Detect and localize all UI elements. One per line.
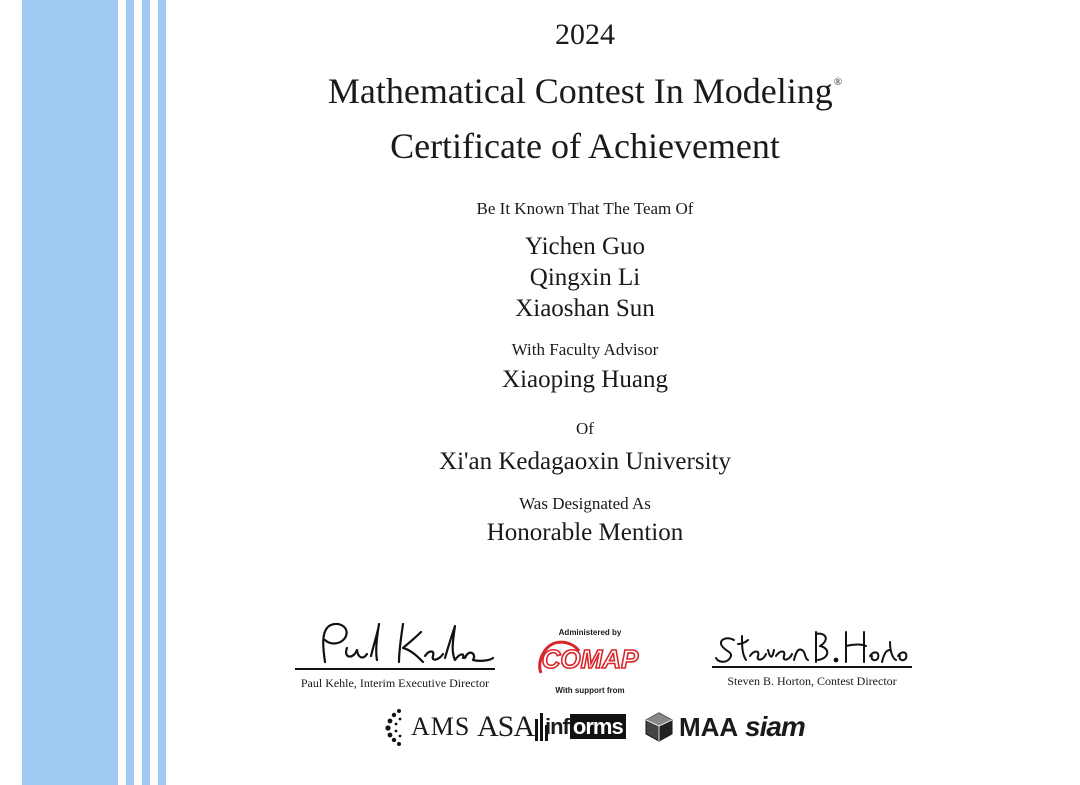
informs-logo [545, 704, 626, 750]
asa-logo [477, 704, 548, 750]
advisor-label: With Faculty Advisor [511, 340, 659, 359]
signature-block-left [295, 618, 495, 691]
signature-paul-kehle [295, 618, 495, 668]
signature-caption-left: Paul Kehle, Interim Executive Director [300, 676, 490, 690]
maa-polyhedron-icon [643, 711, 675, 743]
maa-logo [643, 704, 738, 750]
ams-dots-icon [385, 707, 407, 747]
ams-logo [385, 704, 470, 750]
intro-text: Be It Known That The Team Of [476, 199, 694, 218]
ams-logo-text: AMS [411, 712, 471, 741]
signature-line [295, 668, 495, 670]
siam-logo-text: siam [745, 711, 805, 742]
contest-name-text: Mathematical Contest In Modeling [327, 71, 833, 111]
asa-logo-text: ASA [477, 710, 535, 743]
advisor-name: Xiaoping Huang [502, 366, 668, 393]
certificate-title: Certificate of Achievement [390, 126, 780, 166]
team-member: Qingxin Li [529, 264, 641, 291]
informs-box: orms [570, 714, 626, 739]
signature-steven-horton [712, 628, 912, 666]
informs-logo-text [545, 714, 626, 740]
siam-logo [745, 704, 805, 750]
team-member: Yichen Guo [524, 233, 646, 260]
team-member: Xiaoshan Sun [515, 295, 655, 322]
designation-label: Was Designated As [519, 494, 651, 513]
stripe-line [142, 0, 150, 785]
comap-logo-text: COMAP [541, 644, 639, 674]
signature-line [712, 666, 912, 668]
stripe-band [22, 0, 118, 785]
contest-name [160, 70, 1010, 112]
award-name: Honorable Mention [486, 519, 684, 546]
maa-logo-text: MAA [679, 711, 739, 742]
support-label: With support from [555, 686, 625, 695]
signature-block-right [712, 628, 912, 689]
registered-mark: ® [833, 76, 843, 88]
signature-caption-right: Steven B. Horton, Contest Director [727, 674, 897, 688]
comap-block [535, 628, 645, 695]
certificate-year: 2024 [555, 18, 615, 51]
informs-prefix: inf [545, 714, 569, 739]
comap-logo [535, 637, 645, 679]
of-label: Of [576, 419, 594, 438]
university-name: Xi'an Kedagaoxin University [439, 448, 731, 475]
stripe-line [126, 0, 134, 785]
administered-by-label: Administered by [558, 628, 622, 637]
